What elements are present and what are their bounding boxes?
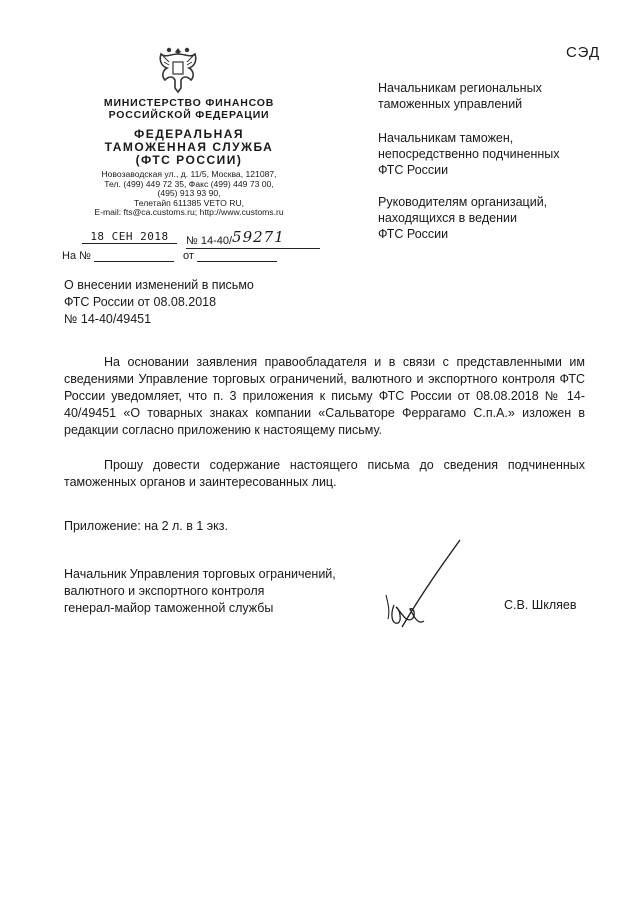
attachment-note: Приложение: на 2 л. в 1 экз.: [64, 519, 228, 533]
coat-of-arms-icon: [155, 42, 201, 96]
sender-address: Новозаводская ул., д. 11/5, Москва, 121087, Тел. (499) 449 72 35, Факс (499) 449 73 00, (495) 913 93 90, Телетайп 611385 VETO RU, E-mail: fts@ca.customs.ru; http://www.customs.ru: [94, 169, 284, 218]
letter-subject: О внесении изменений в письмо ФТС России от 08.08.2018 № 14-40/49451: [64, 278, 254, 326]
addressee-organizations: Руководителям организаций, находящихся в ведении ФТС России: [378, 195, 548, 241]
addressee-regional: Начальникам региональных таможенных управлений: [378, 81, 542, 111]
signer-name: С.В. Шкляев: [504, 598, 577, 612]
registration-line: [62, 226, 314, 246]
addressee-customs: Начальникам таможен, непосредственно подчиненных ФТС России: [378, 131, 560, 177]
sed-mark: СЭД: [566, 44, 601, 61]
body-paragraph-1: На основании заявления правообладателя и в связи с представленными им сведениями Управление торговых ограничений, валютного и экспортного контроля ФТС России уведомляет, что п. 3 приложения к письму ФТС России от 08.08.2018 № 14-40/49451 «О товарных знаках компании «Сальваторе Феррагамо С.п.А.» изложен в редакции согласно приложению к настоящему письму.: [64, 355, 585, 437]
registration-number: № 14-40/59271: [186, 230, 320, 249]
service-name: ФЕДЕРАЛЬНАЯ ТАМОЖЕННАЯ СЛУЖБА (ФТС РОССИИ): [104, 127, 274, 167]
ministry-name: МИНИСТЕРСТВО ФИНАНСОВ РОССИЙСКОЙ ФЕДЕРАЦИИ: [103, 97, 275, 121]
reference-line: На № от: [62, 250, 314, 262]
signer-position: Начальник Управления торговых ограничений, валютного и экспортного контроля генерал-майор таможенной службы: [64, 567, 336, 615]
handwritten-signature: [372, 535, 472, 635]
registration-date-stamp: 18 СЕН 2018: [82, 230, 177, 244]
handwritten-number: 59271: [232, 228, 285, 246]
body-paragraph-2: Прошу довести содержание настоящего письма до сведения подчиненных таможенных органов и заинтересованных лиц.: [64, 458, 585, 489]
